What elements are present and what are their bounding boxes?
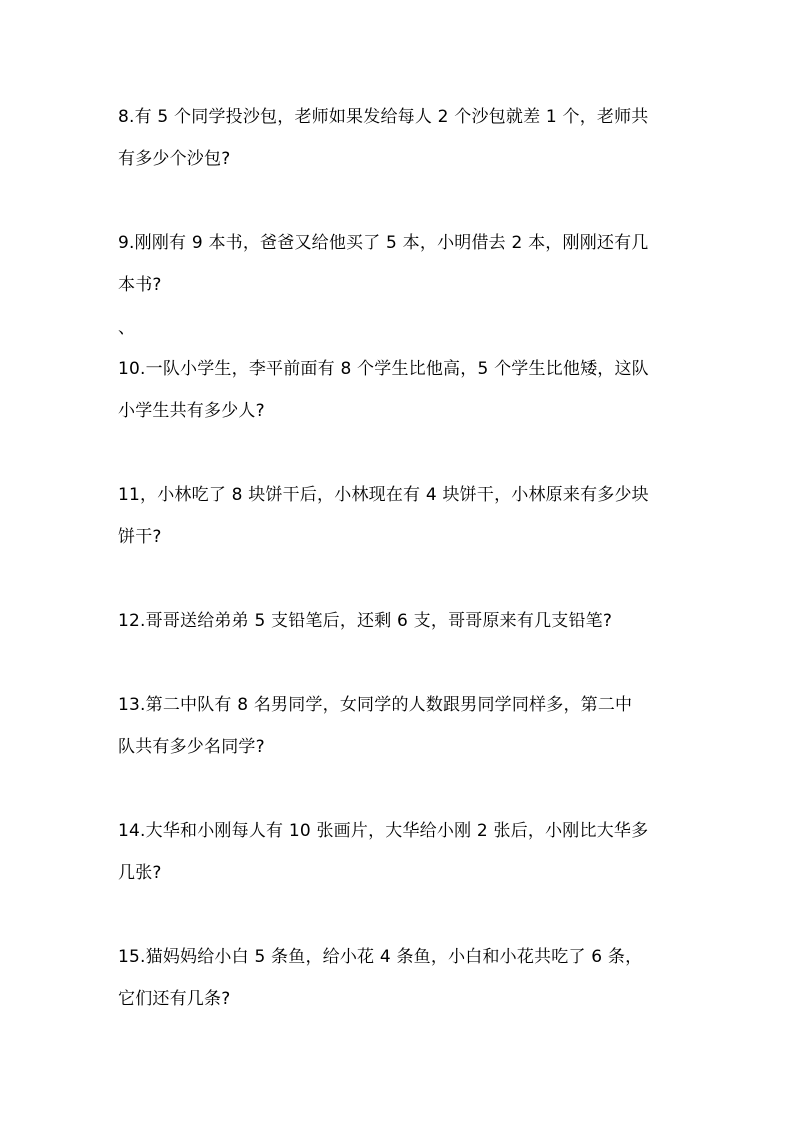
problem-9-line-2: 本书? [118,275,162,295]
problem-10-line-1: 10.一队小学生，李平前面有 8 个学生比他高，5 个学生比他矮，这队 [118,359,649,379]
problem-14-line-1: 14.大华和小刚每人有 10 张画片，大华给小刚 2 张后，小刚比大华多 [118,821,649,841]
problem-13-line-2: 队共有多少名同学? [118,737,265,757]
problem-15-line-2: 它们还有几条? [118,989,231,1009]
problem-13-line-1: 13.第二中队有 8 名男同学，女同学的人数跟男同学同样多，第二中 [118,695,633,715]
problem-9-line-1: 9.刚刚有 9 本书，爸爸又给他买了 5 本，小明借去 2 本，刚刚还有几 [118,233,649,253]
problem-14-line-2: 几张? [118,863,162,883]
problem-8-line-1: 8.有 5 个同学投沙包，老师如果发给每人 2 个沙包就差 1 个，老师共 [118,107,649,127]
stray-mark: 、 [118,318,135,338]
problem-11-line-2: 饼干? [118,527,162,547]
problem-12-line-1: 12.哥哥送给弟弟 5 支铅笔后，还剩 6 支，哥哥原来有几支铅笔? [118,611,613,631]
problem-10-line-2: 小学生共有多少人? [118,401,265,421]
problem-8-line-2: 有多少个沙包? [118,149,231,169]
problem-15-line-1: 15.猫妈妈给小白 5 条鱼，给小花 4 条鱼，小白和小花共吃了 6 条， [118,947,643,967]
problem-11-line-1: 11，小林吃了 8 块饼干后，小林现在有 4 块饼干，小林原来有多少块 [118,485,649,505]
